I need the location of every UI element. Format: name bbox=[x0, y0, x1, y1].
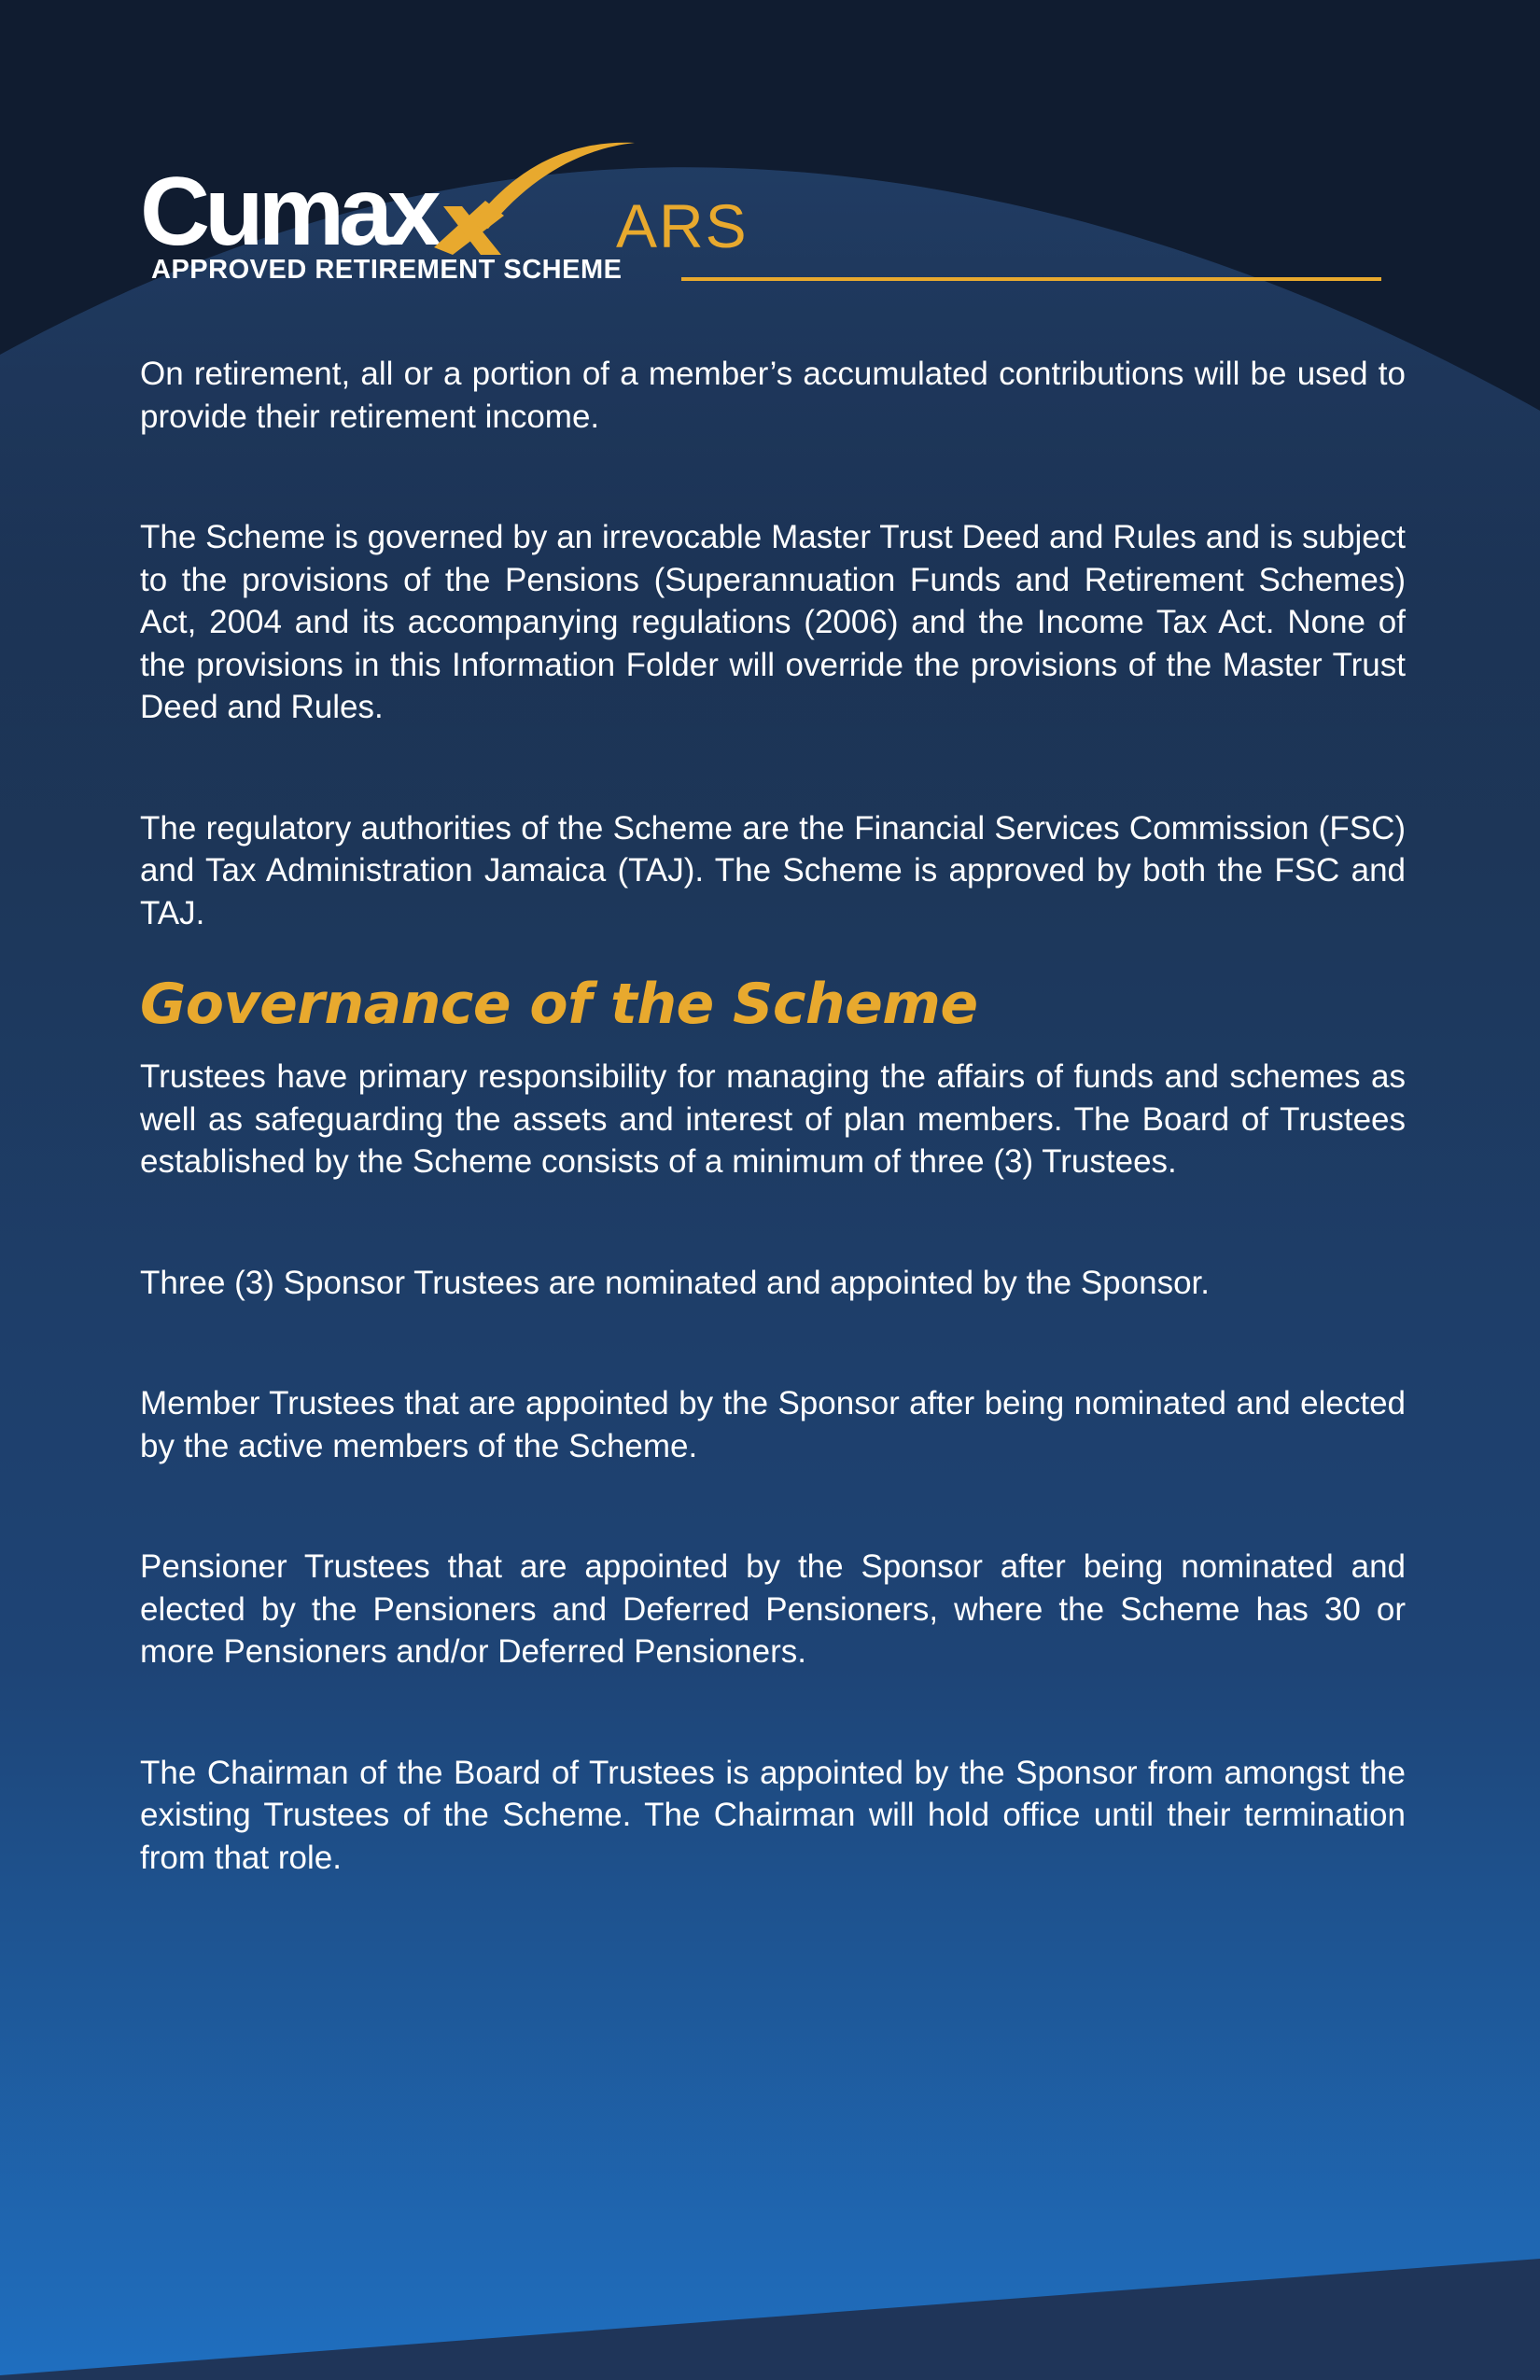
spacer bbox=[140, 1183, 1406, 1262]
intro-paragraph: The Scheme is governed by an irrevocable Master Trust Deed and Rules and is subject to the provisions of the Pensions (Superannuation Funds and Retirement Schemes) Act, 2004 and its accompanying regulations (2006) and the Income Tax Act. None of the provisions in this Information Folder will override the provisions of the Master Trust Deed and Rules. bbox=[140, 519, 1406, 725]
main-content bbox=[140, 353, 1406, 1879]
governance-heading: Governance of the Scheme bbox=[140, 972, 978, 1037]
governance-paragraph: Trustees have primary responsibility for managing the affairs of funds and schemes as well as safeguarding the assets and interest of plan members. The Board of Trustees established by the Scheme consists of a minimum of three (3) Trustees. bbox=[140, 1058, 1406, 1180]
spacer bbox=[140, 729, 1406, 807]
governance-paragraph: The Chairman of the Board of Trustees is appointed by the Sponsor from amongst the existing Trustees of the Scheme. The Chairman will hold office until their termination from that role. bbox=[140, 1754, 1406, 1876]
intro-paragraph: The regulatory authorities of the Scheme are the Financial Services Commission (FSC) and Tax Administration Jamaica (TAJ). The Scheme is approved by both the FSC and TAJ. bbox=[140, 809, 1406, 931]
governance-paragraph: Pensioner Trustees that are appointed by the Sponsor after being nominated and elected by the Pensioners and Deferred Pensioners, where the Scheme has 30 or more Pensioners and/or Deferred Pensioners. bbox=[140, 1548, 1406, 1670]
spacer bbox=[140, 1304, 1406, 1382]
logo-ars-suffix: ARS bbox=[616, 191, 749, 260]
logo-divider-line bbox=[681, 277, 1381, 281]
governance-paragraph: Three (3) Sponsor Trustees are nominated and appointed by the Sponsor. bbox=[140, 1264, 1210, 1301]
logo-wordmark: Cumax bbox=[140, 158, 436, 266]
governance-paragraph: Member Trustees that are appointed by the Sponsor after being nominated and elected by the active members of the Scheme. bbox=[140, 1385, 1406, 1464]
spacer bbox=[140, 438, 1406, 516]
cumax-ars-logo bbox=[131, 126, 1391, 289]
spacer bbox=[140, 1673, 1406, 1752]
intro-paragraph: On retirement, all or a portion of a member’s accumulated contributions will be used to provide their retirement income. bbox=[140, 356, 1406, 435]
spacer bbox=[140, 1467, 1406, 1546]
logo-tagline: APPROVED RETIREMENT SCHEME bbox=[151, 255, 623, 285]
logo-swoosh-x-icon bbox=[415, 135, 639, 257]
